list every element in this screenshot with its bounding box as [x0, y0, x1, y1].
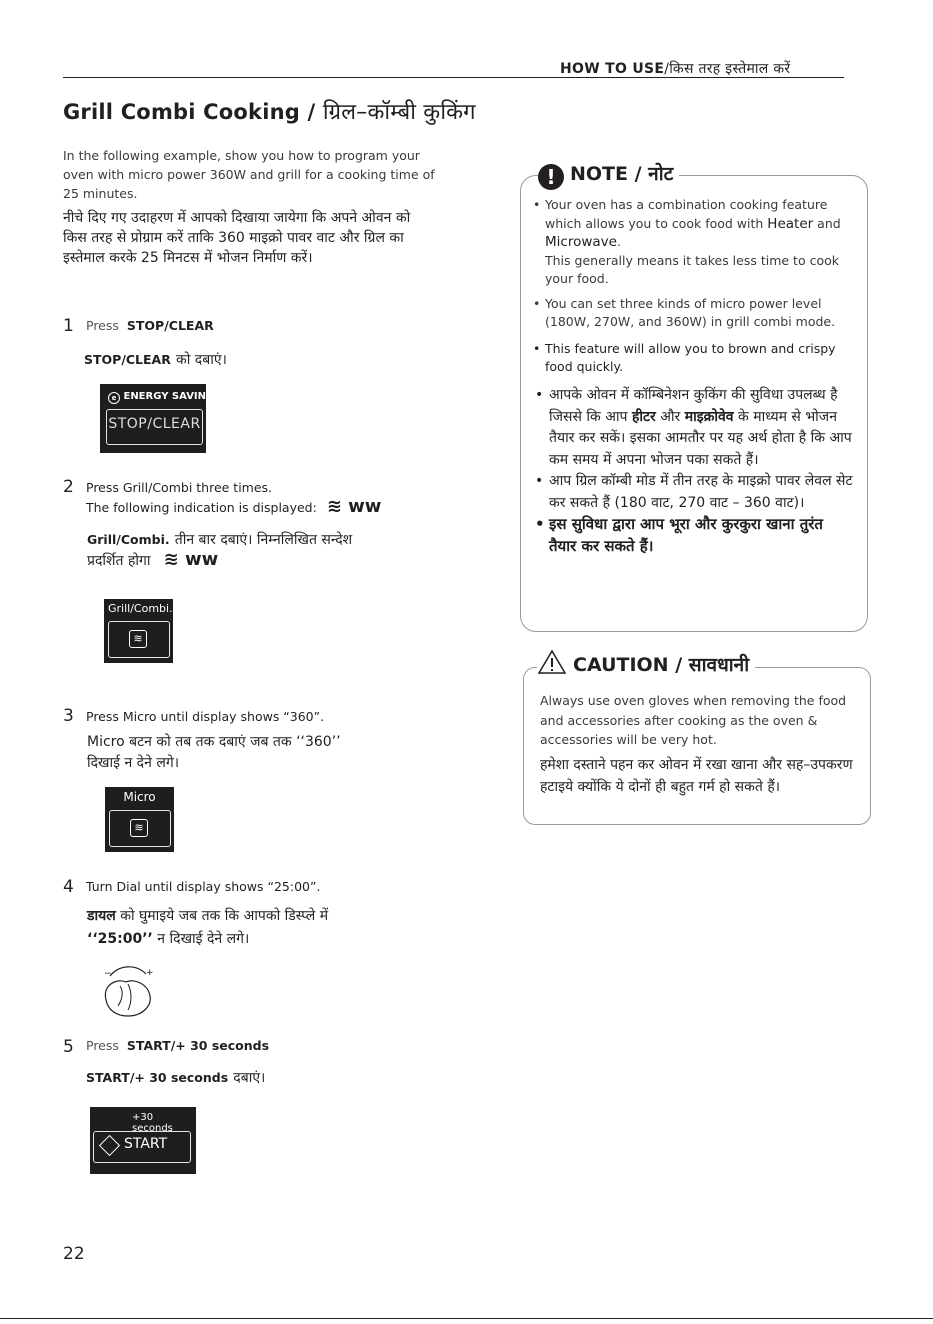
note-b2-text: You can set three kinds of micro power level (180W, 270W, and 360W) in grill combi mode. — [545, 295, 836, 329]
note-b1-text2: and — [813, 215, 841, 231]
step-5-key: START/+ 30 seconds — [126, 1038, 270, 1053]
note-b1-heater: Heater — [767, 215, 814, 232]
stop-clear-frame — [106, 409, 203, 445]
step-2-hindi-line2: प्रदर्शित होगा — [87, 553, 151, 569]
step-5-press: Press — [86, 1038, 119, 1053]
stop-clear-button — [100, 384, 215, 453]
note-hi-b1-t3: के माध्यम से भोजन तैयार कर सकें। इसका आमतौर पर यह अर्थ होता है कि आप कम समय में अपना भोजन पका सकते हैं। — [549, 408, 852, 468]
note-hi-b1-heater: हीटर — [631, 408, 656, 425]
step-5-hindi — [86, 1067, 265, 1087]
micro-frame — [109, 810, 171, 847]
title-en: Grill Combi Cooking / — [63, 100, 316, 124]
note-bullets-hindi — [535, 385, 855, 557]
header-en: HOW TO USE — [560, 61, 665, 77]
note-bullet-1: • Your oven has a combination cooking feature which allows you to cook food with Heater and Microwave. This generally means it takes less time to cook your food. — [533, 196, 861, 289]
start-label: START — [124, 1136, 168, 1152]
energy-saving-label — [108, 391, 214, 404]
note-title — [538, 160, 679, 190]
step-5-hindi-text: दबाएं। — [233, 1070, 266, 1086]
note-bullet-3: • This feature will allow you to brown and crispy food quickly. — [533, 340, 836, 374]
microwave-wave-icon: ≋ — [129, 630, 147, 648]
note-hi-b1-microwave: माइक्रोवेव — [684, 408, 734, 425]
note-label: NOTE / नोट — [570, 163, 674, 185]
note-hi-b3-text: इस सुविधा द्वारा आप भूरा और कुरकुरा खाना तुरंत तैयार कर सकते हैं। — [549, 515, 823, 555]
step-4-dial-hi: डायल — [87, 908, 116, 924]
page-title — [63, 96, 476, 126]
step-1-hindi — [84, 349, 227, 369]
energy-saving-text: ENERGY SAVING — [123, 391, 215, 402]
step-1-hindi-text: को दबाएं। — [175, 352, 227, 368]
intro-english: In the following example, show you how to program your oven with micro power 360W and grill for a cooking time of 25 minutes. — [63, 148, 435, 201]
intro-hindi: नीचे दिए गए उदाहरण में आपको दिखाया जायेगा कि अपने ओवन को किस तरह से प्रोग्राम करें ताकि 360 माइक्रो पावर वाट और ग्रिल का इस्तेमाल करके 25 मिनटस में भोजन निर्माण करें। — [63, 210, 411, 266]
caution-title — [537, 649, 755, 677]
energy-saving-icon: e — [108, 392, 120, 404]
step-3-hindi-line1: Micro बटन को तब तक दबाएं जब तक ‘‘360’’ — [87, 734, 341, 750]
warning-triangle-icon — [537, 649, 567, 675]
step-2-hindi — [87, 529, 352, 571]
start-button — [90, 1107, 196, 1174]
header-hi: /किस तरह इस्तेमाल करें — [664, 61, 791, 77]
note-b1-microwave: Microwave — [545, 234, 617, 250]
note-hi-bullet-2: • आप ग्रिल कॉम्बी मोड में तीन तरह के माइक्रो पावर लेवल सेट कर सकते हैं (180 वाट, 270 वाट – 360 वाट)। — [535, 473, 853, 511]
note-hi-b1-t1: आपके ओवन में कॉम्बिनेशन कुकिंग की सुविधा उपलब्ध है जिससे कि आप — [549, 387, 838, 425]
caution-label: CAUTION / सावधानी — [573, 654, 750, 676]
grill-wave-icon-hi: ≋ ᴡᴡ — [163, 549, 219, 570]
grill-wave-icon: ≋ ᴡᴡ — [326, 496, 382, 517]
page-number: 22 — [63, 1244, 85, 1264]
micro-label: Micro — [123, 790, 156, 804]
step-4-hindi-line2: न दिखाई देने लगे। — [157, 931, 250, 947]
step-2-line1: Press Grill/Combi three times. — [86, 480, 273, 495]
running-header — [560, 59, 790, 78]
note-hi-bullet-3: • इस सुविधा द्वारा आप भूरा और कुरकुरा खाना तुरंत तैयार कर सकते हैं। — [535, 515, 823, 555]
start-diamond-icon — [99, 1135, 120, 1156]
caution-hindi: हमेशा दस्ताने पहन कर ओवन में रखा खाना और सह–उपकरण हटाइये क्योंकि ये दोनों ही बहुत गर्म हो सकते हैं। — [540, 757, 853, 795]
step-3-english: Press Micro until display shows “360”. — [86, 709, 325, 724]
step-2-number: 2 — [63, 477, 74, 497]
step-1-key-hi: STOP/CLEAR — [84, 352, 171, 367]
note-b1-text3: . — [616, 234, 621, 249]
note-hi-b1-t2: और — [655, 408, 685, 425]
step-2-line2: The following indication is displayed: — [86, 500, 317, 515]
note-bullets-english — [533, 196, 861, 377]
footer-rule — [0, 1318, 933, 1319]
start-frame — [93, 1131, 191, 1163]
step-4-time-hi: ‘‘25:00’’ — [87, 931, 153, 947]
grill-combi-frame — [108, 621, 170, 658]
caution-english: Always use oven gloves when removing the food and accessories after cooking as the oven & accessories will be very hot. — [540, 693, 847, 747]
note-b1-extra: This generally means it takes less time to cook your food. — [545, 252, 839, 286]
step-2-hindi-line1: तीन बार दबाएं। निम्नलिखित सन्देश — [174, 532, 353, 548]
step-2-english — [86, 478, 381, 517]
step-1-english — [86, 318, 214, 333]
step-1 — [63, 316, 74, 336]
step-1-key: STOP/CLEAR — [126, 318, 214, 333]
micro-button — [105, 787, 174, 852]
step-2-key-hi: Grill/Combi. — [87, 532, 170, 547]
note-b1-text1: Your oven has a combination cooking feature which allows you to cook food with — [545, 197, 828, 231]
step-5-key-hi: START/+ 30 seconds — [86, 1070, 229, 1085]
step-4-number: 4 — [63, 877, 74, 897]
svg-text:−: − — [104, 969, 112, 979]
microwave-wave-icon: ≋ — [130, 819, 148, 837]
note-bullet-2: • You can set three kinds of micro power level (180W, 270W, and 360W) in grill combi mode. — [533, 295, 836, 329]
title-hi: ग्रिल–कॉम्बी कुकिंग — [322, 100, 476, 125]
grill-combi-label: Grill/Combi. — [108, 602, 173, 615]
grill-combi-button — [104, 599, 173, 663]
step-3-hindi-line2: दिखाई न देने लगे। — [87, 755, 180, 771]
step-4-hindi-line1: को घुमाइये जब तक कि आपको डिस्प्ले में — [120, 908, 329, 924]
step-3-number: 3 — [63, 706, 74, 726]
step-4-english: Turn Dial until display shows “25:00”. — [86, 879, 321, 894]
step-5-english — [86, 1038, 269, 1053]
step-3-hindi — [87, 732, 341, 774]
step-number: 1 — [63, 316, 74, 336]
note-hi-b2-text: आप ग्रिल कॉम्बी मोड में तीन तरह के माइक्रो पावर लेवल सेट कर सकते हैं (180 वाट, 270 वाट – 360 वाट)। — [549, 473, 853, 511]
step-4-hindi — [87, 905, 328, 951]
svg-text:+: + — [146, 968, 154, 978]
dial-icon — [98, 962, 160, 1020]
exclamation-icon: ! — [538, 164, 564, 190]
note-b3-text: This feature will allow you to brown and crispy food quickly. — [545, 340, 836, 374]
header-rule — [63, 77, 844, 78]
thirty-seconds-label: +30 seconds — [132, 1112, 173, 1134]
step-1-press: Press — [86, 318, 119, 333]
step-5-number: 5 — [63, 1037, 74, 1057]
note-hi-bullet-1: • आपके ओवन में कॉम्बिनेशन कुकिंग की सुविधा उपलब्ध है जिससे कि आप हीटर और माइक्रोवेव के माध्यम से भोजन तैयार कर सकें। इसका आमतौर पर यह अर्थ होता है कि आप कम समय में अपना भोजन पका सकते हैं। — [535, 387, 852, 468]
stop-clear-label: STOP/CLEAR — [108, 416, 201, 432]
